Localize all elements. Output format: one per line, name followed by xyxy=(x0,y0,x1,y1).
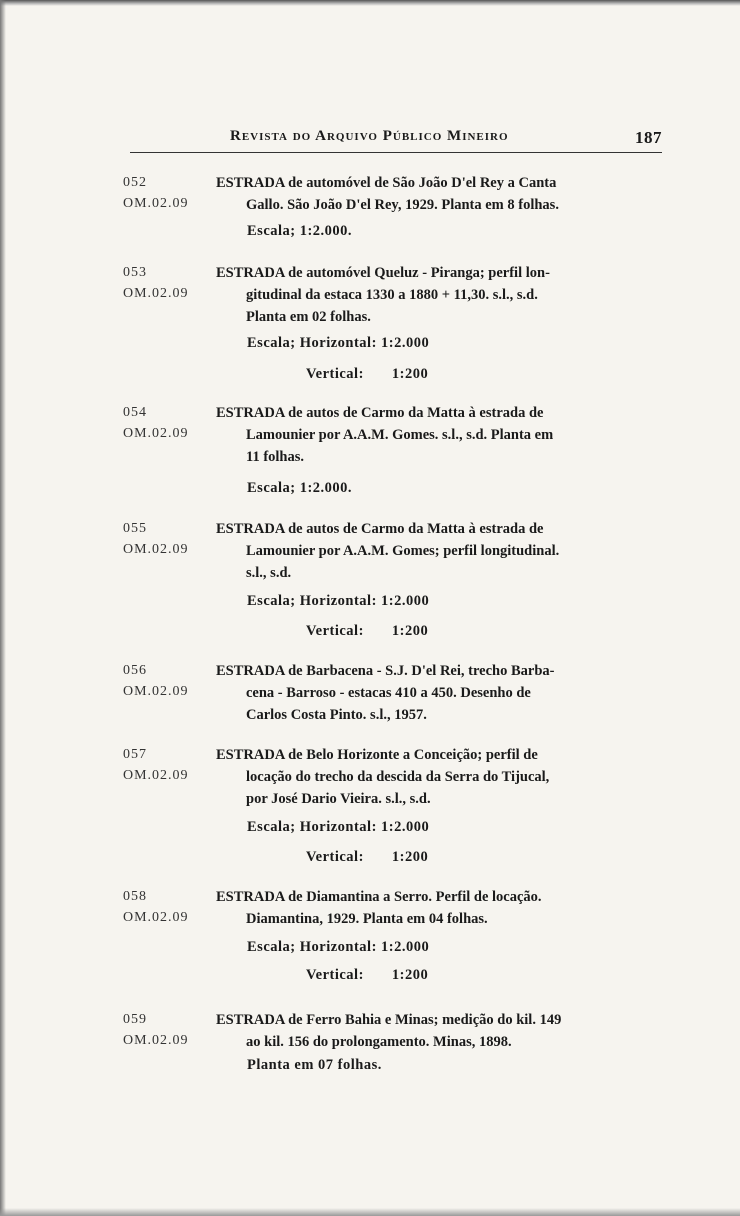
entry-number: 056 xyxy=(123,663,147,678)
entry-scale: Planta em 07 folhas. xyxy=(247,1057,382,1073)
entry-code: OM.02.09 xyxy=(123,910,189,925)
entry-line: ESTRADA de automóvel Queluz - Piranga; perfil lon- xyxy=(216,265,550,281)
entry-line: gitudinal da estaca 1330 a 1880 + 11,30. s.l., s.d. xyxy=(246,287,538,303)
entry-line: por José Dario Vieira. s.l., s.d. xyxy=(246,791,431,807)
entry-number: 053 xyxy=(123,265,147,280)
vertical-label: Vertical: xyxy=(306,366,364,382)
vertical-label: Vertical: xyxy=(306,849,364,865)
entry-codes xyxy=(123,744,189,786)
entry-line: ESTRADA de autos de Carmo da Matta à estrada de xyxy=(216,521,544,537)
entry-line: cena - Barroso - estacas 410 a 450. Desenho de xyxy=(246,685,531,701)
entry-codes xyxy=(123,660,189,702)
entry-line: ESTRADA de Belo Horizonte a Conceição; perfil de xyxy=(216,747,538,763)
entry-line: Planta em 02 folhas. xyxy=(246,309,371,325)
entry-scale: Escala; 1:2.000. xyxy=(247,223,353,239)
vertical-value: 1:200 xyxy=(391,849,429,865)
entry-codes xyxy=(123,518,189,560)
entry-line: s.l., s.d. xyxy=(246,565,292,581)
entry-description xyxy=(216,518,658,584)
entry-vertical-scale xyxy=(306,849,428,866)
entry-description xyxy=(216,660,658,726)
vertical-value: 1:200 xyxy=(391,366,429,382)
entry-description xyxy=(216,172,658,216)
entry-description xyxy=(216,262,658,328)
entry-line: ESTRADA de Barbacena - S.J. D'el Rei, trecho Barba- xyxy=(216,663,555,679)
entry-scale: Escala; 1:2.000. xyxy=(247,480,353,496)
entry-line: Gallo. São João D'el Rey, 1929. Planta em 8 folhas. xyxy=(246,197,559,213)
entry-number: 052 xyxy=(123,175,147,190)
entry-codes xyxy=(123,262,189,304)
entry-codes xyxy=(123,886,189,928)
entry-description xyxy=(216,744,658,810)
entry-vertical-scale xyxy=(306,623,428,640)
entry-code: OM.02.09 xyxy=(123,542,189,557)
header-rule xyxy=(130,152,662,153)
entry-line: ao kil. 156 do prolongamento. Minas, 1898. xyxy=(246,1034,512,1050)
vertical-label: Vertical: xyxy=(306,623,364,639)
entry-scale: Escala; Horizontal: 1:2.000 xyxy=(247,939,430,955)
entry-number: 059 xyxy=(123,1012,147,1027)
entry-vertical-scale xyxy=(306,366,428,383)
entry-code: OM.02.09 xyxy=(123,768,189,783)
entry-codes xyxy=(123,1009,189,1051)
entry-number: 054 xyxy=(123,405,147,420)
scan-edge-bottom xyxy=(0,1208,740,1216)
entry-code: OM.02.09 xyxy=(123,196,189,211)
entry-code: OM.02.09 xyxy=(123,1033,189,1048)
entry-line: Carlos Costa Pinto. s.l., 1957. xyxy=(246,707,427,723)
entry-number: 055 xyxy=(123,521,147,536)
entry-code: OM.02.09 xyxy=(123,684,189,699)
entry-line: Diamantina, 1929. Planta em 04 folhas. xyxy=(246,911,488,927)
vertical-value: 1:200 xyxy=(391,967,429,983)
entry-line: ESTRADA de autos de Carmo da Matta à estrada de xyxy=(216,405,544,421)
journal-title: Revista do Arquivo Público Mineiro xyxy=(230,128,509,144)
entry-line: 11 folhas. xyxy=(246,449,305,465)
entry-code: OM.02.09 xyxy=(123,426,189,441)
entry-description xyxy=(216,402,658,468)
vertical-value: 1:200 xyxy=(391,623,429,639)
entry-scale: Escala; Horizontal: 1:2.000 xyxy=(247,335,430,351)
entry-line: ESTRADA de Diamantina a Serro. Perfil de locação. xyxy=(216,889,542,905)
entry-line: ESTRADA de Ferro Bahia e Minas; medição do kil. 149 xyxy=(216,1012,562,1028)
entry-number: 058 xyxy=(123,889,147,904)
entry-scale: Escala; Horizontal: 1:2.000 xyxy=(247,593,430,609)
entry-scale: Escala; Horizontal: 1:2.000 xyxy=(247,819,430,835)
entry-vertical-scale xyxy=(306,967,428,984)
entry-line: Lamounier por A.A.M. Gomes. s.l., s.d. Planta em xyxy=(246,427,554,443)
entry-line: Lamounier por A.A.M. Gomes; perfil longitudinal. xyxy=(246,543,560,559)
entry-number: 057 xyxy=(123,747,147,762)
page-number: 187 xyxy=(635,128,662,147)
entry-code: OM.02.09 xyxy=(123,286,189,301)
entry-line: locação do trecho da descida da Serra do Tijucal, xyxy=(246,769,550,785)
entry-description xyxy=(216,886,658,930)
entry-codes xyxy=(123,172,189,214)
entry-codes xyxy=(123,402,189,444)
scan-edge-left xyxy=(0,0,6,1216)
entry-line: ESTRADA de automóvel de São João D'el Rey a Canta xyxy=(216,175,557,191)
entry-description xyxy=(216,1009,658,1053)
scan-edge-top xyxy=(0,0,740,6)
vertical-label: Vertical: xyxy=(306,967,364,983)
